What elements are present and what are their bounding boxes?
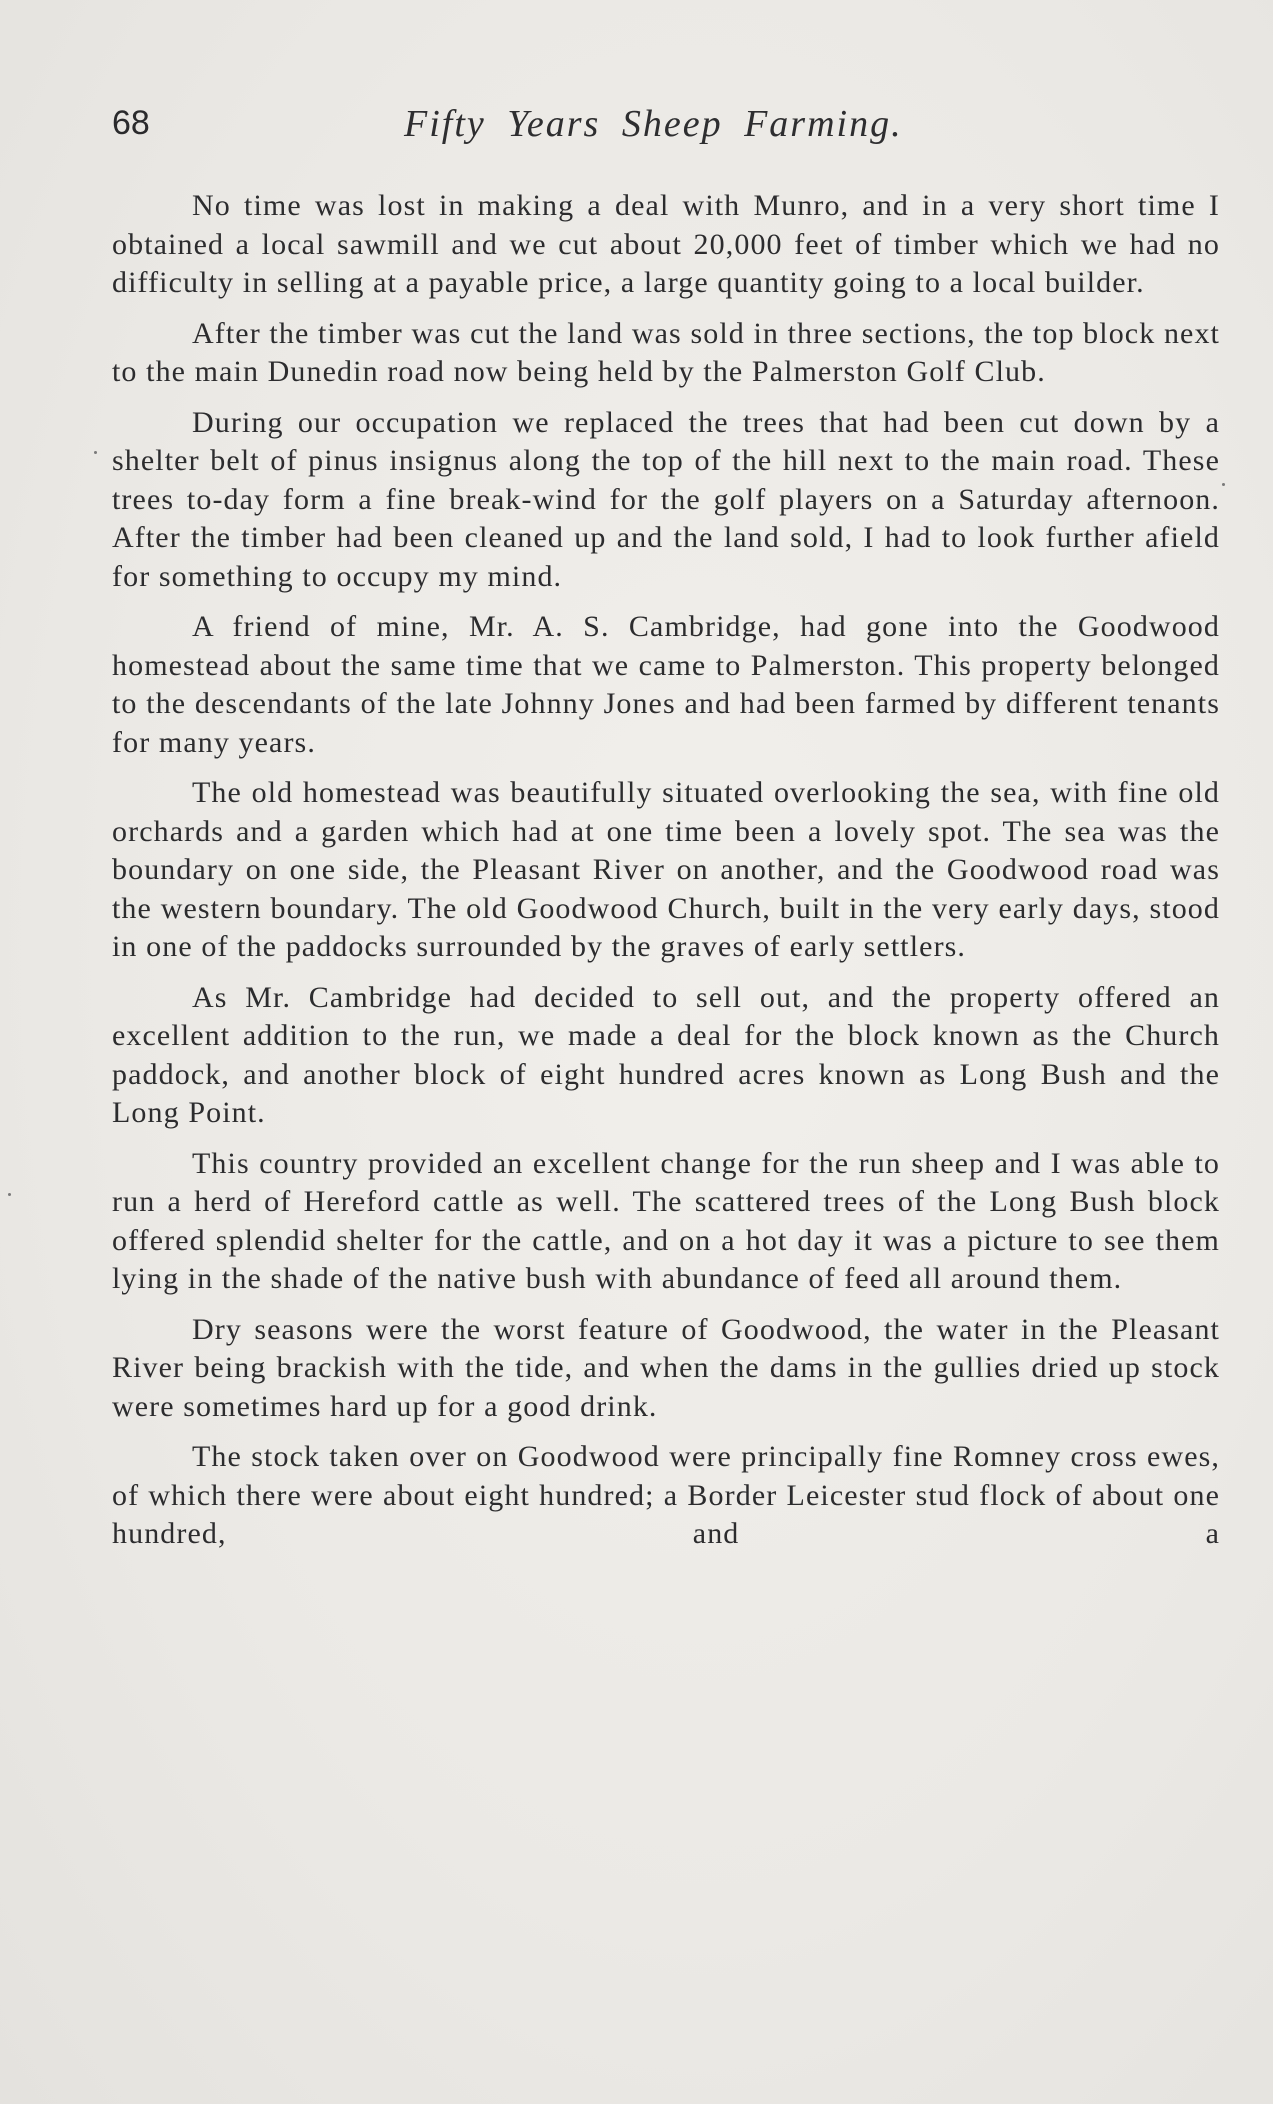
paragraph-6: As Mr. Cambridge had decided to sell out, and the property offered an excellent addition to the run, we made a deal for the block known as the Church paddock, and another block of eight hundred acres known as Long Bush and the Long Point. [112,980,1220,1129]
print-speck [94,451,97,454]
paragraph-7: This country provided an excellent change for the run sheep and I was able to run a herd of Hereford cattle as well. The scattered trees of the Long Bush block offered splendid shelter for the cattle, and on a hot day it was a picture to see them lying in the shade of the native bush with abundance of feed all around them. [112,1146,1220,1295]
paragraph-1: No time was lost in making a deal with Munro, and in a very short time I obtained a local sawmill and we cut about 20,000 feet of timber which we had no difficulty in selling at a payable price, a large quantity going to a local builder. [112,189,1220,299]
body-text [112,187,1220,1566]
paragraph-4: A friend of mine, Mr. A. S. Cambridge, had gone into the Goodwood homestead about the same time that we came to Palmerston. This property belonged to the descendants of the late Johnny Jones and had been farmed by different tenants for many years. [112,610,1220,759]
running-title: Fifty Years Sheep Farming. [404,103,903,145]
print-speck [1222,483,1225,486]
paragraph-2: After the timber was cut the land was sold in three sections, the top block next to the main Dunedin road now being held by the Palmerston Golf Club. [112,316,1220,388]
paragraph-9: The stock taken over on Goodwood were principally fine Romney cross ewes, of which there were about eight hundred; a Border Leicester stud flock of about one hundred, and a [112,1440,1220,1550]
page-header [112,100,1222,160]
print-speck [8,1193,11,1196]
paragraph-8: Dry seasons were the worst feature of Goodwood, the water in the Pleasant River being brackish with the tide, and when the dams in the gullies dried up stock were sometimes hard up for a good drink. [112,1312,1220,1423]
paragraph-3: During our occupation we replaced the trees that had been cut down by a shelter belt of pinus insignus along the top of the hill next to the main road. These trees to-day form a fine break-wind for the golf players on a Saturday afternoon. After the timber had been cleaned up and the land sold, I had to look further afield for something to occupy my mind. [112,405,1220,593]
paragraph-5: The old homestead was beautifully situated overlooking the sea, with fine old orchards and a garden which had at one time been a lovely spot. The sea was the boundary on one side, the Pleasant River on another, and the Goodwood road was the western boundary. The old Goodwood Church, built in the very early days, stood in one of the paddocks surrounded by the graves of early settlers. [112,776,1220,963]
page-number: 68 [112,104,150,142]
